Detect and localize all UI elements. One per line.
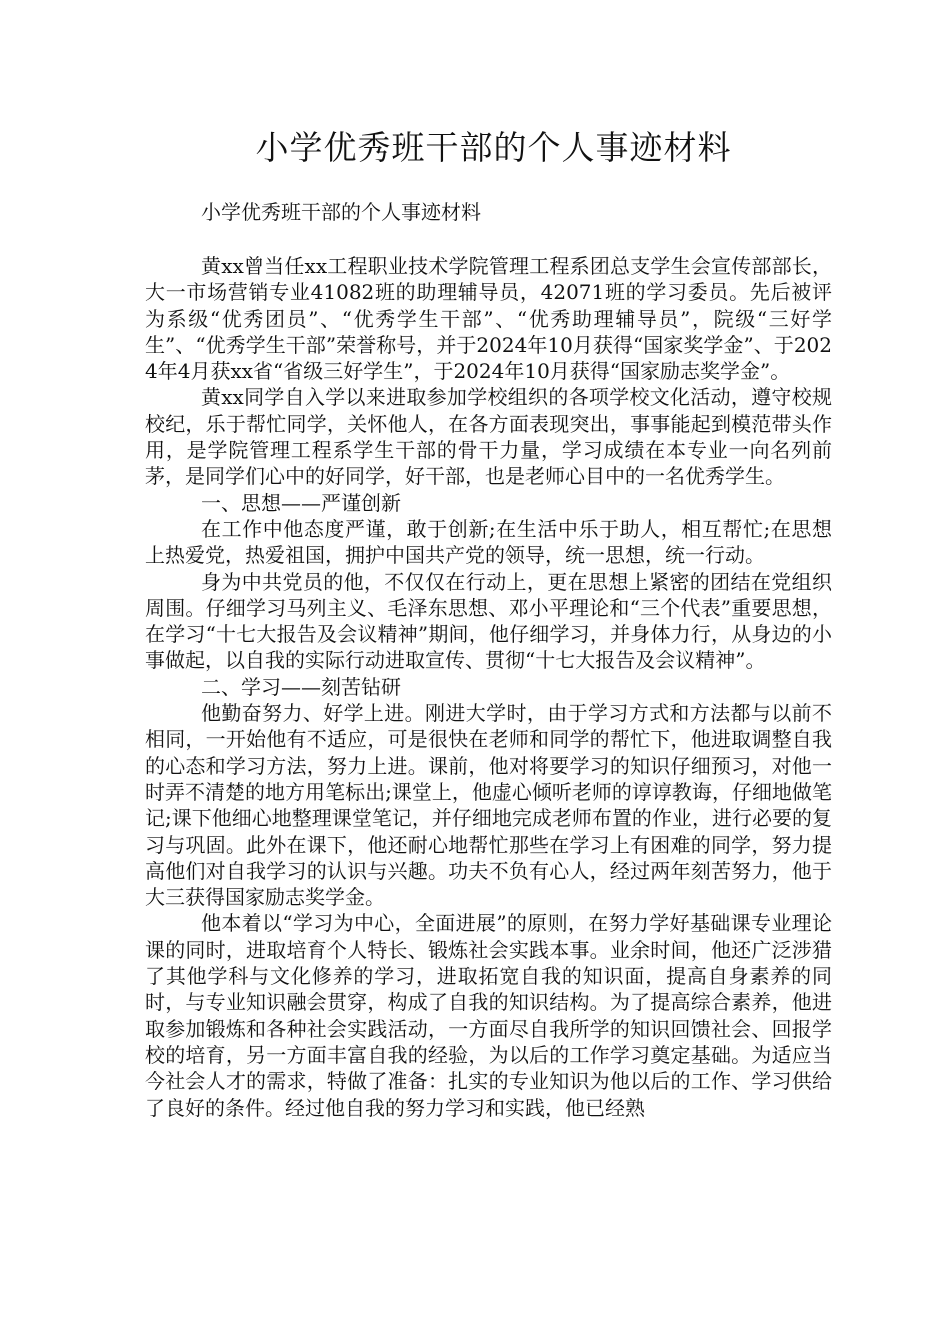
paragraph-diligence: 他勤奋努力、好学上进。刚进大学时，由于学习方式和方法都与以前不相同，一开始他有不适应，可是很快在老师和同学的帮忙下，他进取调整自我的心态和学习方法，努力上进。课前，他对将要学习的知识仔细预习，对他一时弄不清楚的地方用笔标出;课堂上，他虚心倾听老师的谆谆教诲，仔细地做笔记;课下他细心地整理课堂笔记，并仔细地完成老师布置的作业，进行必要的复习与巩固。此外在课下，他还耐心地帮忙那些在学习上有困难的同学，努力提高他们对自我学习的认识与兴趣。功夫不负有心人，经过两年刻苦努力，他于大三获得国家励志奖学金。 bbox=[145, 701, 832, 910]
paragraph-party-member: 身为中共党员的他，不仅仅在行动上，更在思想上紧密的团结在党组织周围。仔细学习马列主义、毛泽东思想、邓小平理论和“三个代表”重要思想，在学习“十七大报告及会议精神”期间，他仔细学习，并身体力行，从身边的小事做起，以自我的实际行动进取宣传、贯彻“十七大报告及会议精神”。 bbox=[145, 569, 832, 673]
paragraph-honors: 黄xx曾当任xx工程职业技术学院管理工程系团总支学生会宣传部部长，大一市场营销专业41082班的助理辅导员，42071班的学习委员。先后被评为系级“优秀团员”、“优秀学生干部”、“优秀助理辅导员”，院级“三好学生”、“优秀学生干部”荣誉称号，并于2024年10月获得“国家奖学金”、于2024年4月获xx省“省级三好学生”，于2024年10月获得“国家励志奖学金”。 bbox=[145, 254, 832, 384]
paragraph-attitude: 在工作中他态度严谨，敢于创新;在生活中乐于助人，相互帮忙;在思想上热爱党，热爱祖国，拥护中国共产党的领导，统一思想，统一行动。 bbox=[145, 516, 832, 568]
section-heading-thought: 一、思想——严谨创新 bbox=[201, 490, 401, 515]
paragraph-all-round: 他本着以“学习为中心，全面进展”的原则，在努力学好基础课专业理论课的同时，进取培育个人特长、锻炼社会实践本事。业余时间，他还广泛涉猎了其他学科与文化修养的学习，进取拓宽自我的知识面，提高自身素养的同时，与专业知识融会贯穿，构成了自我的知识结构。为了提高综合素养，他进取参加锻炼和各种社会实践活动，一方面尽自我所学的知识回馈社会、回报学校的培育，另一方面丰富自我的经验，为以后的工作学习奠定基础。为适应当今社会人才的需求，特做了准备：扎实的专业知识为他以后的工作、学习供给了良好的条件。经过他自我的努力学习和实践，他已经熟 bbox=[145, 911, 832, 1120]
document-body bbox=[145, 253, 832, 1121]
paragraph-overview: 黄xx同学自入学以来进取参加学校组织的各项学校文化活动，遵守校规校纪，乐于帮忙同学，关怀他人，在各方面表现突出，事事能起到模范带头作用，是学院管理工程系学生干部的骨干力量，学习成绩在本专业一向名列前茅，是同学们心中的好同学，好干部，也是老师心目中的一名优秀学生。 bbox=[145, 385, 832, 489]
document-subtitle: 小学优秀班干部的个人事迹材料 bbox=[201, 200, 481, 224]
section-heading-study: 二、学习——刻苦钻研 bbox=[201, 674, 401, 699]
document-title: 小学优秀班干部的个人事迹材料 bbox=[255, 128, 732, 167]
